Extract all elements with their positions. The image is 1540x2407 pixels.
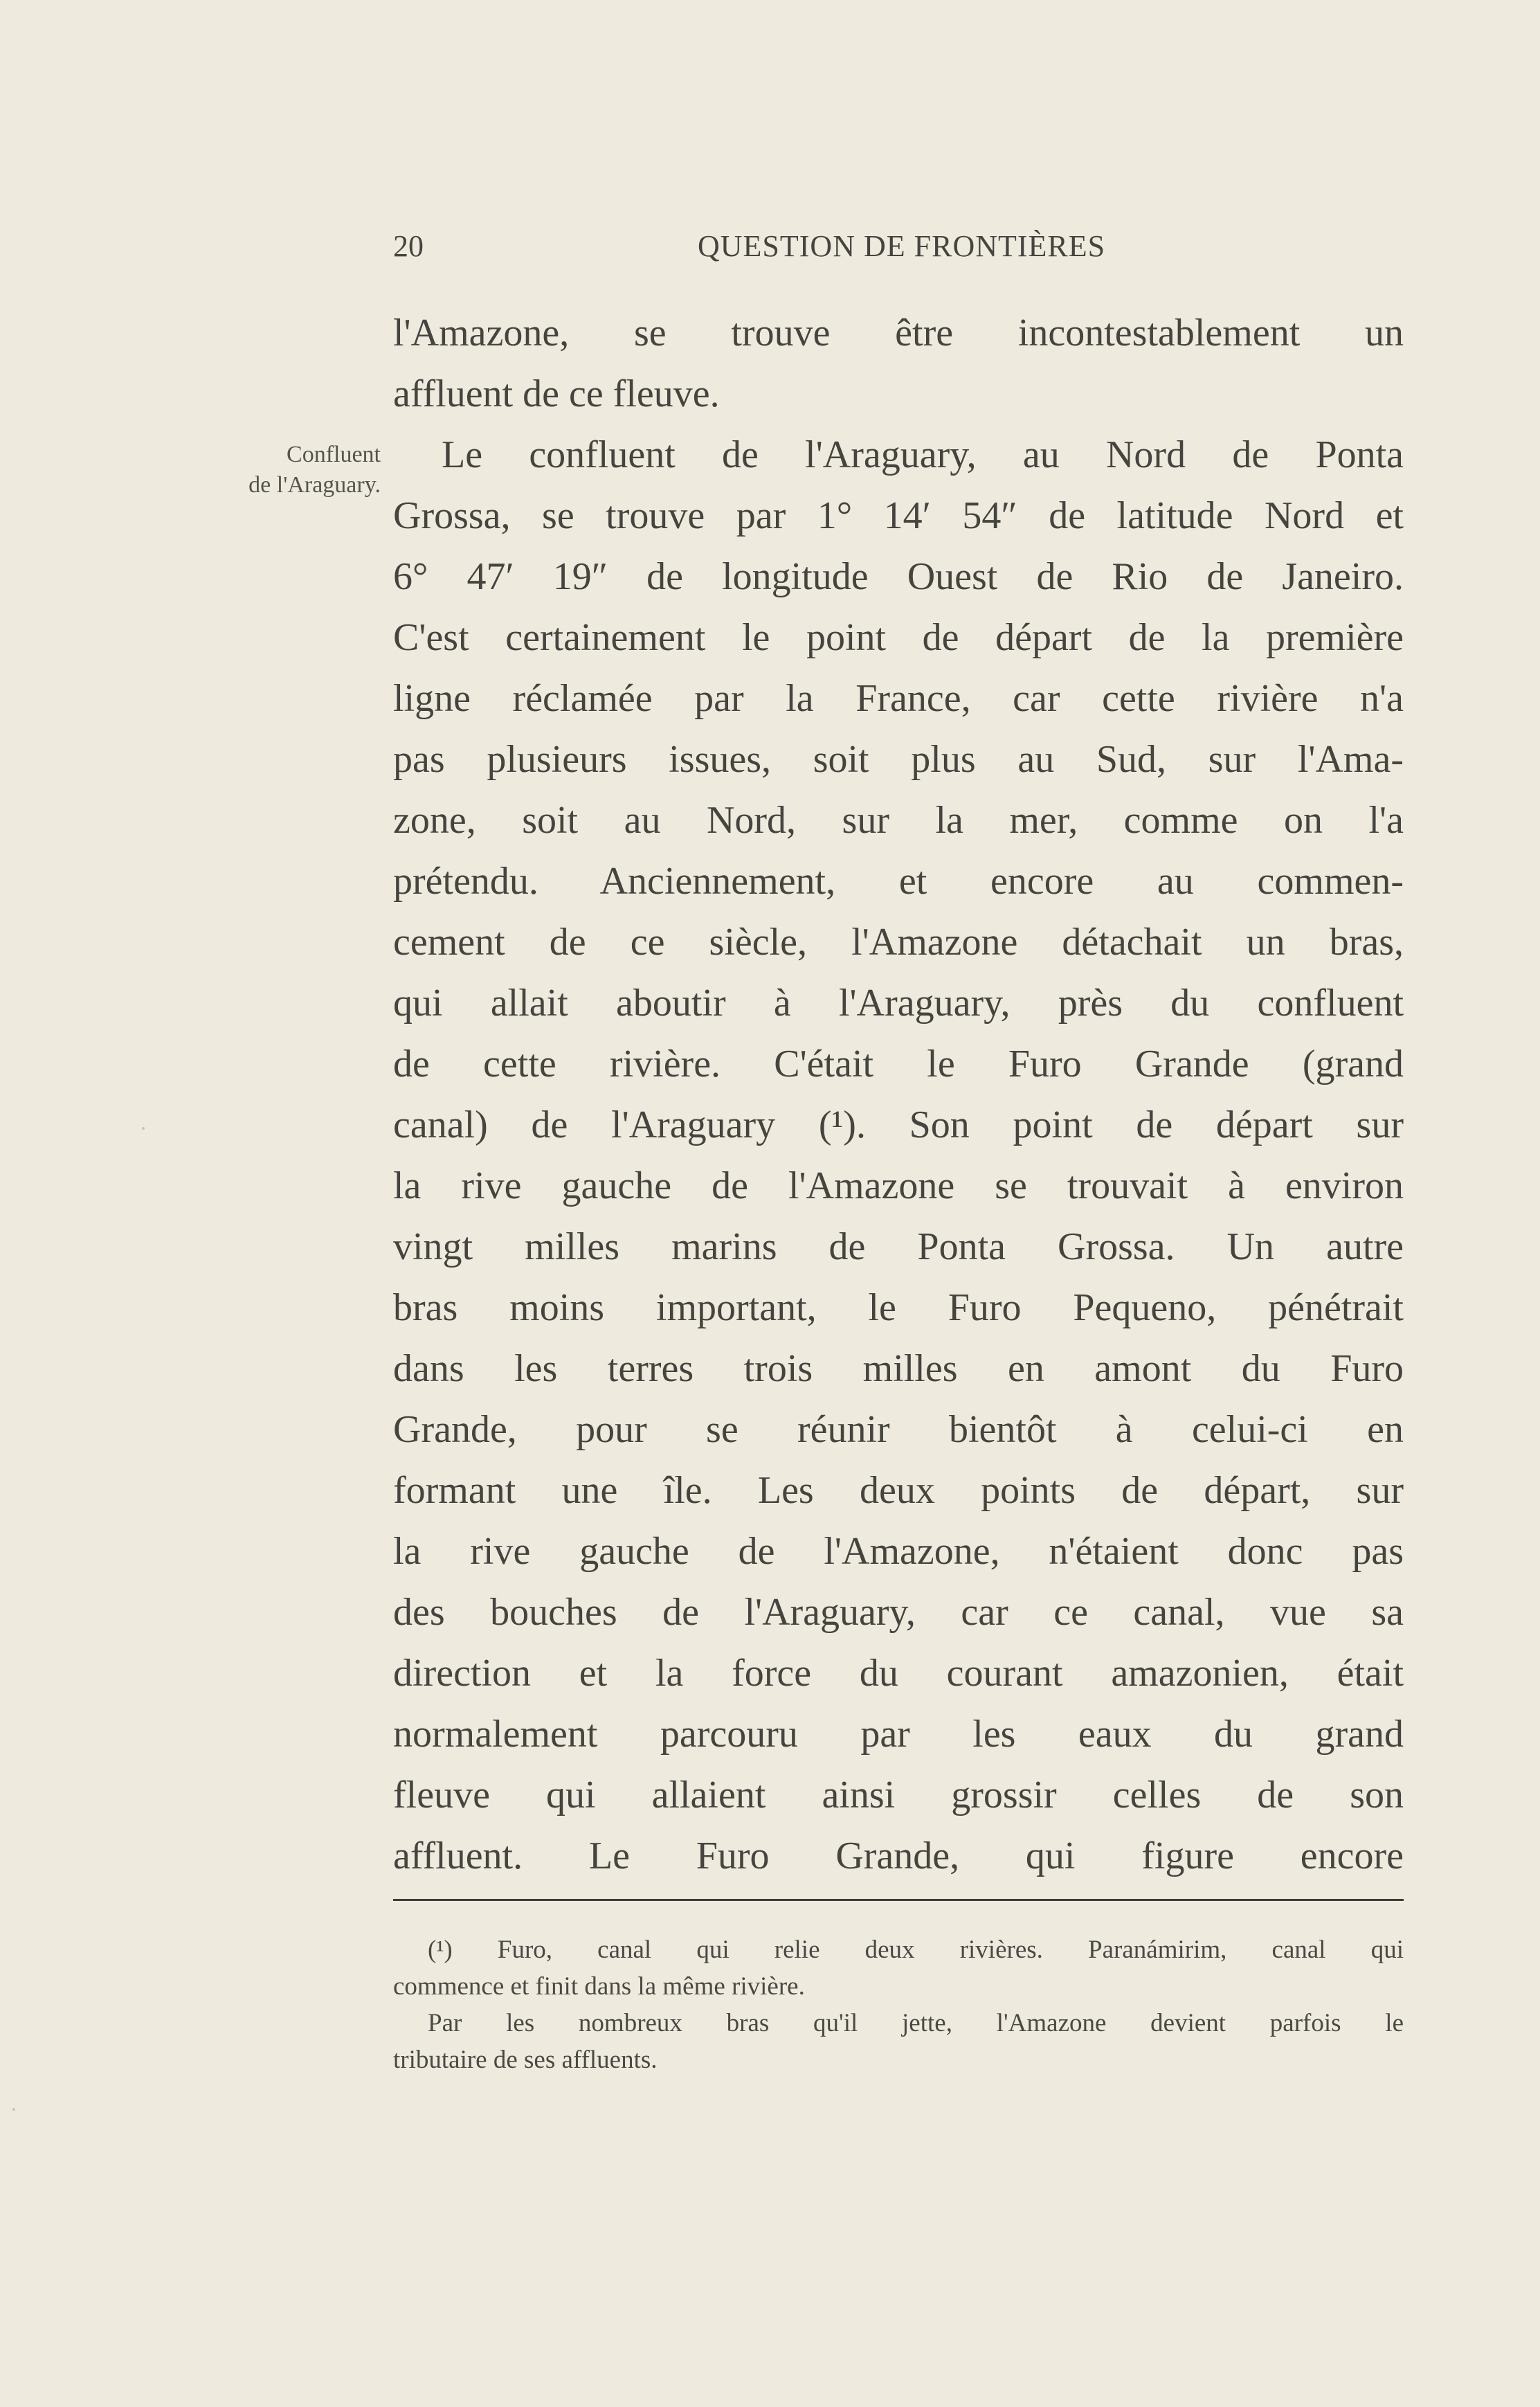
footnote-line: (¹) Furo, canal qui relie deux rivières. Paranámirim, canal qui (428, 1936, 1404, 1964)
text-line: ligne réclamée par la France, car cette rivière n'a (393, 677, 1404, 720)
paper-speck (12, 2108, 15, 2111)
text-line: la rive gauche de l'Amazone, n'étaient donc pas (393, 1530, 1404, 1573)
footnote-line: commence et finit dans la même rivière. (393, 1972, 805, 2001)
body-text (393, 303, 1404, 1886)
running-title: QUESTION DE FRONTIÈRES (698, 229, 1106, 263)
text-line: des bouches de l'Araguary, car ce canal, vue sa (393, 1591, 1404, 1634)
text-line: vingt milles marins de Ponta Grossa. Un autre (393, 1225, 1404, 1268)
text-line: la rive gauche de l'Amazone se trouvait à environ (393, 1164, 1404, 1207)
text-line: canal) de l'Araguary (¹). Son point de départ sur (393, 1103, 1404, 1146)
footnote-rule (393, 1899, 1404, 1901)
text-line: normalement parcouru par les eaux du grand (393, 1713, 1404, 1756)
text-line: formant une île. Les deux points de départ, sur (393, 1469, 1404, 1512)
text-line: qui allait aboutir à l'Araguary, près du confluent (393, 982, 1404, 1025)
text-line: zone, soit au Nord, sur la mer, comme on l'a (393, 799, 1404, 842)
text-line: bras moins important, le Furo Pequeno, pénétrait (393, 1286, 1404, 1329)
text-line: prétendu. Anciennement, et encore au commen- (393, 860, 1404, 903)
text-line: dans les terres trois milles en amont du Furo (393, 1347, 1404, 1390)
text-line: direction et la force du courant amazonien, était (393, 1652, 1404, 1695)
text-line: Grossa, se trouve par 1° 14′ 54″ de latitude Nord et (393, 494, 1404, 537)
paper-speck (142, 1127, 145, 1130)
text-line: Le confluent de l'Araguary, au Nord de Ponta (442, 433, 1404, 476)
footnote-line: tributaire de ses affluents. (393, 2046, 658, 2074)
text-line: fleuve qui allaient ainsi grossir celles de son (393, 1774, 1404, 1816)
text-line: affluent. Le Furo Grande, qui figure encore (393, 1834, 1404, 1877)
margin-note-line: de l'Araguary. (248, 472, 381, 498)
text-line: 6° 47′ 19″ de longitude Ouest de Rio de Janeiro. (393, 555, 1404, 598)
page-header (393, 228, 1404, 277)
text-line: Grande, pour se réunir bientôt à celui-ci en (393, 1408, 1404, 1451)
page-number: 20 (393, 229, 424, 263)
text-line: l'Amazone, se trouve être incontestablement un (393, 312, 1404, 354)
text-line: pas plusieurs issues, soit plus au Sud, sur l'Ama- (393, 738, 1404, 781)
text-line: de cette rivière. C'était le Furo Grande (grand (393, 1043, 1404, 1085)
footnotes (393, 1931, 1404, 2078)
margin-note (152, 440, 381, 501)
footnote-line: Par les nombreux bras qu'il jette, l'Amazone devient parfois le (428, 2009, 1404, 2037)
text-line: cement de ce siècle, l'Amazone détachait un bras, (393, 921, 1404, 964)
text-line: C'est certainement le point de départ de la première (393, 616, 1404, 659)
margin-note-line: Confluent (287, 442, 381, 467)
text-line: affluent de ce fleuve. (393, 372, 720, 415)
